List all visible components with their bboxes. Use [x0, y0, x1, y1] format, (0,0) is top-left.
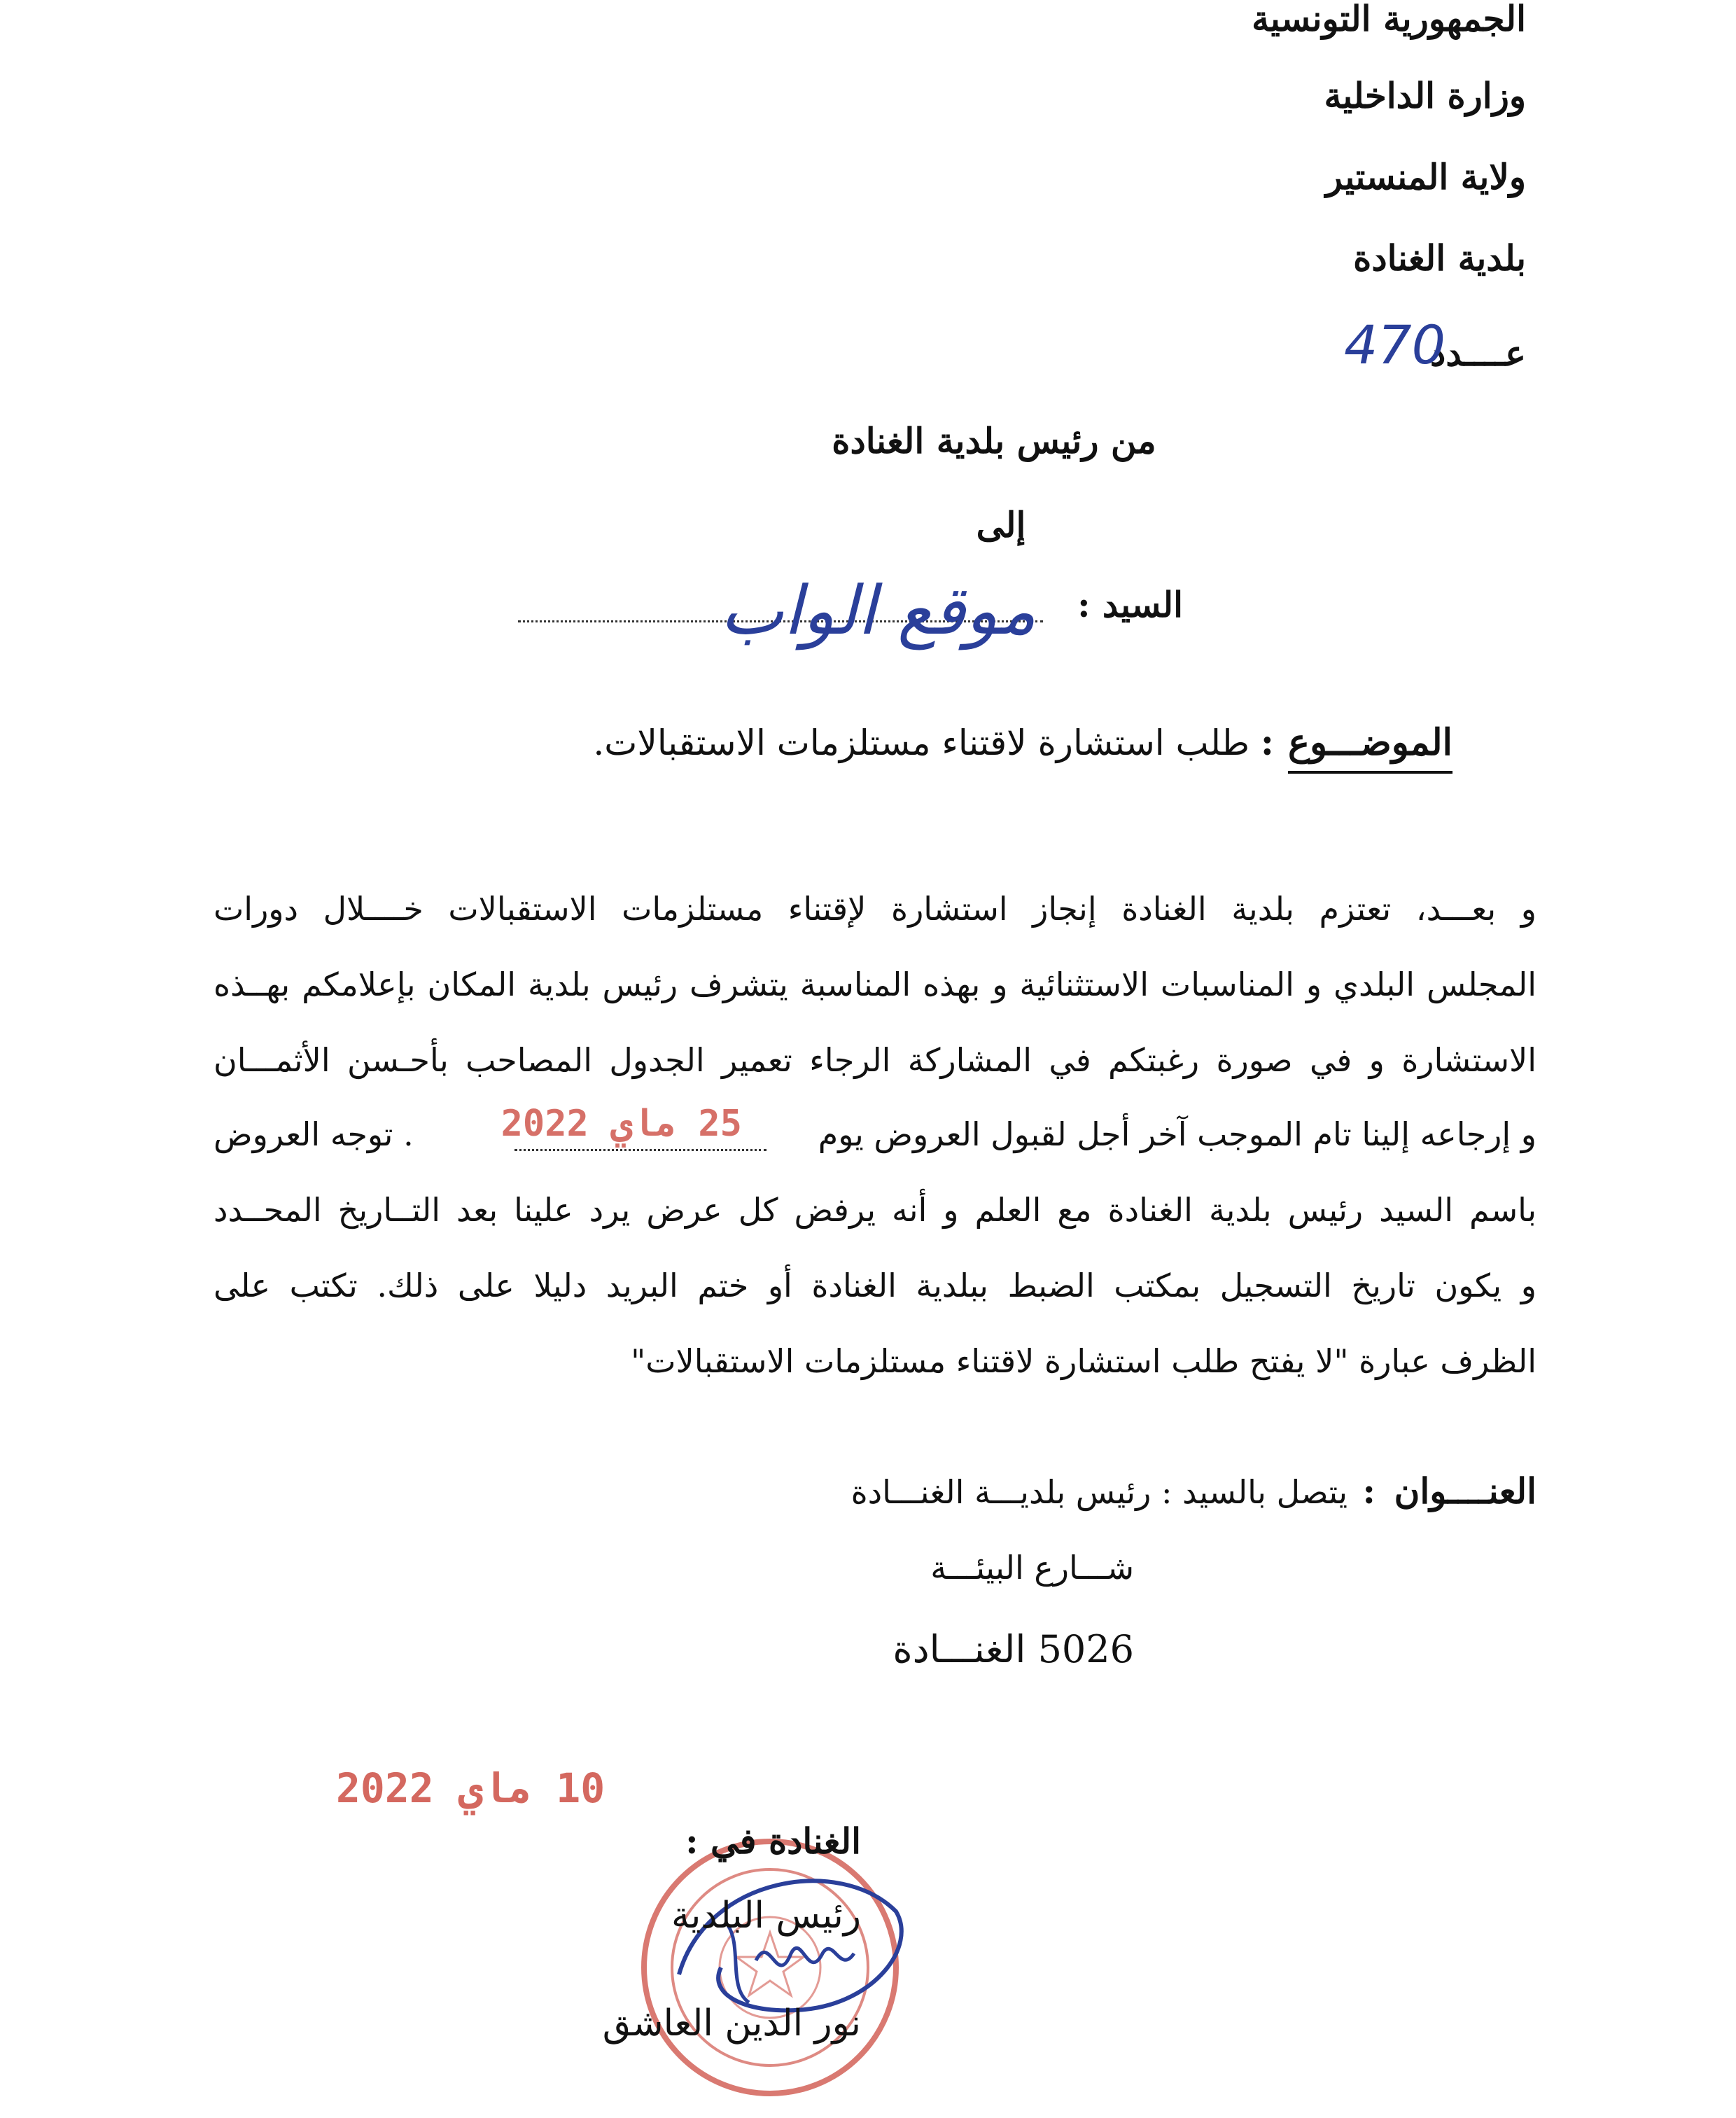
from-line: من رئيس بلدية الغنادة: [832, 420, 1156, 461]
body-line-5: باسم السيد رئيس بلدية الغنادة مع العلم و أنه يرفض كل عرض يرد علينا بعد التــاريخ المحــدد: [214, 1191, 1536, 1229]
recipient-label: السيد :: [1077, 584, 1183, 625]
body-line-4-start: و إرجاعه إلينا تام الموجب آخر أجل لقبول العروض يوم: [818, 1115, 1536, 1153]
recipient-block: [518, 571, 1183, 665]
address-block: [766, 1470, 1536, 1694]
subject-line: [472, 721, 1452, 784]
deadline-stamp: 25 ماي 2022: [500, 1103, 742, 1145]
header-republic: الجمهورية التونسية: [1252, 0, 1526, 39]
address-street: شـــارع البيئـــة: [930, 1549, 1134, 1587]
body-line-7: الظرف عبارة "لا يفتح طلب استشارة لاقتناء مستلزمات الاستقبالات": [631, 1342, 1536, 1380]
header-municipality: بلدية الغنادة: [1353, 237, 1526, 279]
header-governorate: ولاية المنستير: [1325, 156, 1526, 197]
signature-date-stamp: 10 ماي 2022: [336, 1764, 606, 1812]
signature-block: [441, 1813, 861, 2079]
subject-text: طلب استشارة لاقتناء مستلزمات الاستقبالات.: [593, 723, 1250, 763]
address-city: 5026 الغنـــادة: [892, 1627, 1134, 1671]
address-contact: يتصل بالسيد : رئيس بلديـــة الغنـــادة: [850, 1473, 1348, 1511]
reference-number: [1316, 314, 1526, 378]
body-line-4-end: . توجه العروض: [214, 1115, 414, 1153]
body-line-3: الاستشارة و في صورة رغبتكم في المشاركة الرجاء تعمير الجدول المصاحب بأحـسن الأثمـــان: [214, 1041, 1536, 1079]
number-label: عــــدد: [1430, 333, 1526, 374]
body-paragraph: [214, 890, 1536, 1418]
recipient-handwritten: موقع الواب: [720, 571, 1036, 650]
letterhead: [1106, 0, 1526, 279]
address-separator: :: [1362, 1470, 1376, 1512]
address-label: العنــــوان: [1394, 1470, 1536, 1512]
to-line: إلى: [976, 504, 1026, 545]
body-line-1: و بعـــد، تعتزم بلدية الغنادة إنجاز استشارة لإقتناء مستلزمات الاستقبالات خــــلال دورات: [214, 890, 1536, 928]
signature-name: نور الدين العاشق: [602, 2002, 861, 2044]
subject-label: الموضـــوع: [1288, 721, 1452, 774]
subject-separator: :: [1260, 721, 1274, 764]
body-line-6: و يكون تاريخ التسجيل بمكتب الضبط ببلدية الغنادة أو ختم البريد دليلا على ذلك. تكتب على: [214, 1267, 1536, 1304]
deadline-dotted-line: [514, 1146, 766, 1151]
signature-title: رئيس البلدية: [671, 1895, 861, 1937]
number-handwritten: 470: [1343, 314, 1446, 376]
body-line-2: المجلس البلدي و المناسبات الاستثنائية و بهذه المناسبة يتشرف رئيس بلدية المكان بإعلامكم بهــذه: [214, 966, 1536, 1003]
signature-place: الغنادة في :: [685, 1820, 861, 1862]
header-ministry: وزارة الداخلية: [1324, 75, 1526, 116]
